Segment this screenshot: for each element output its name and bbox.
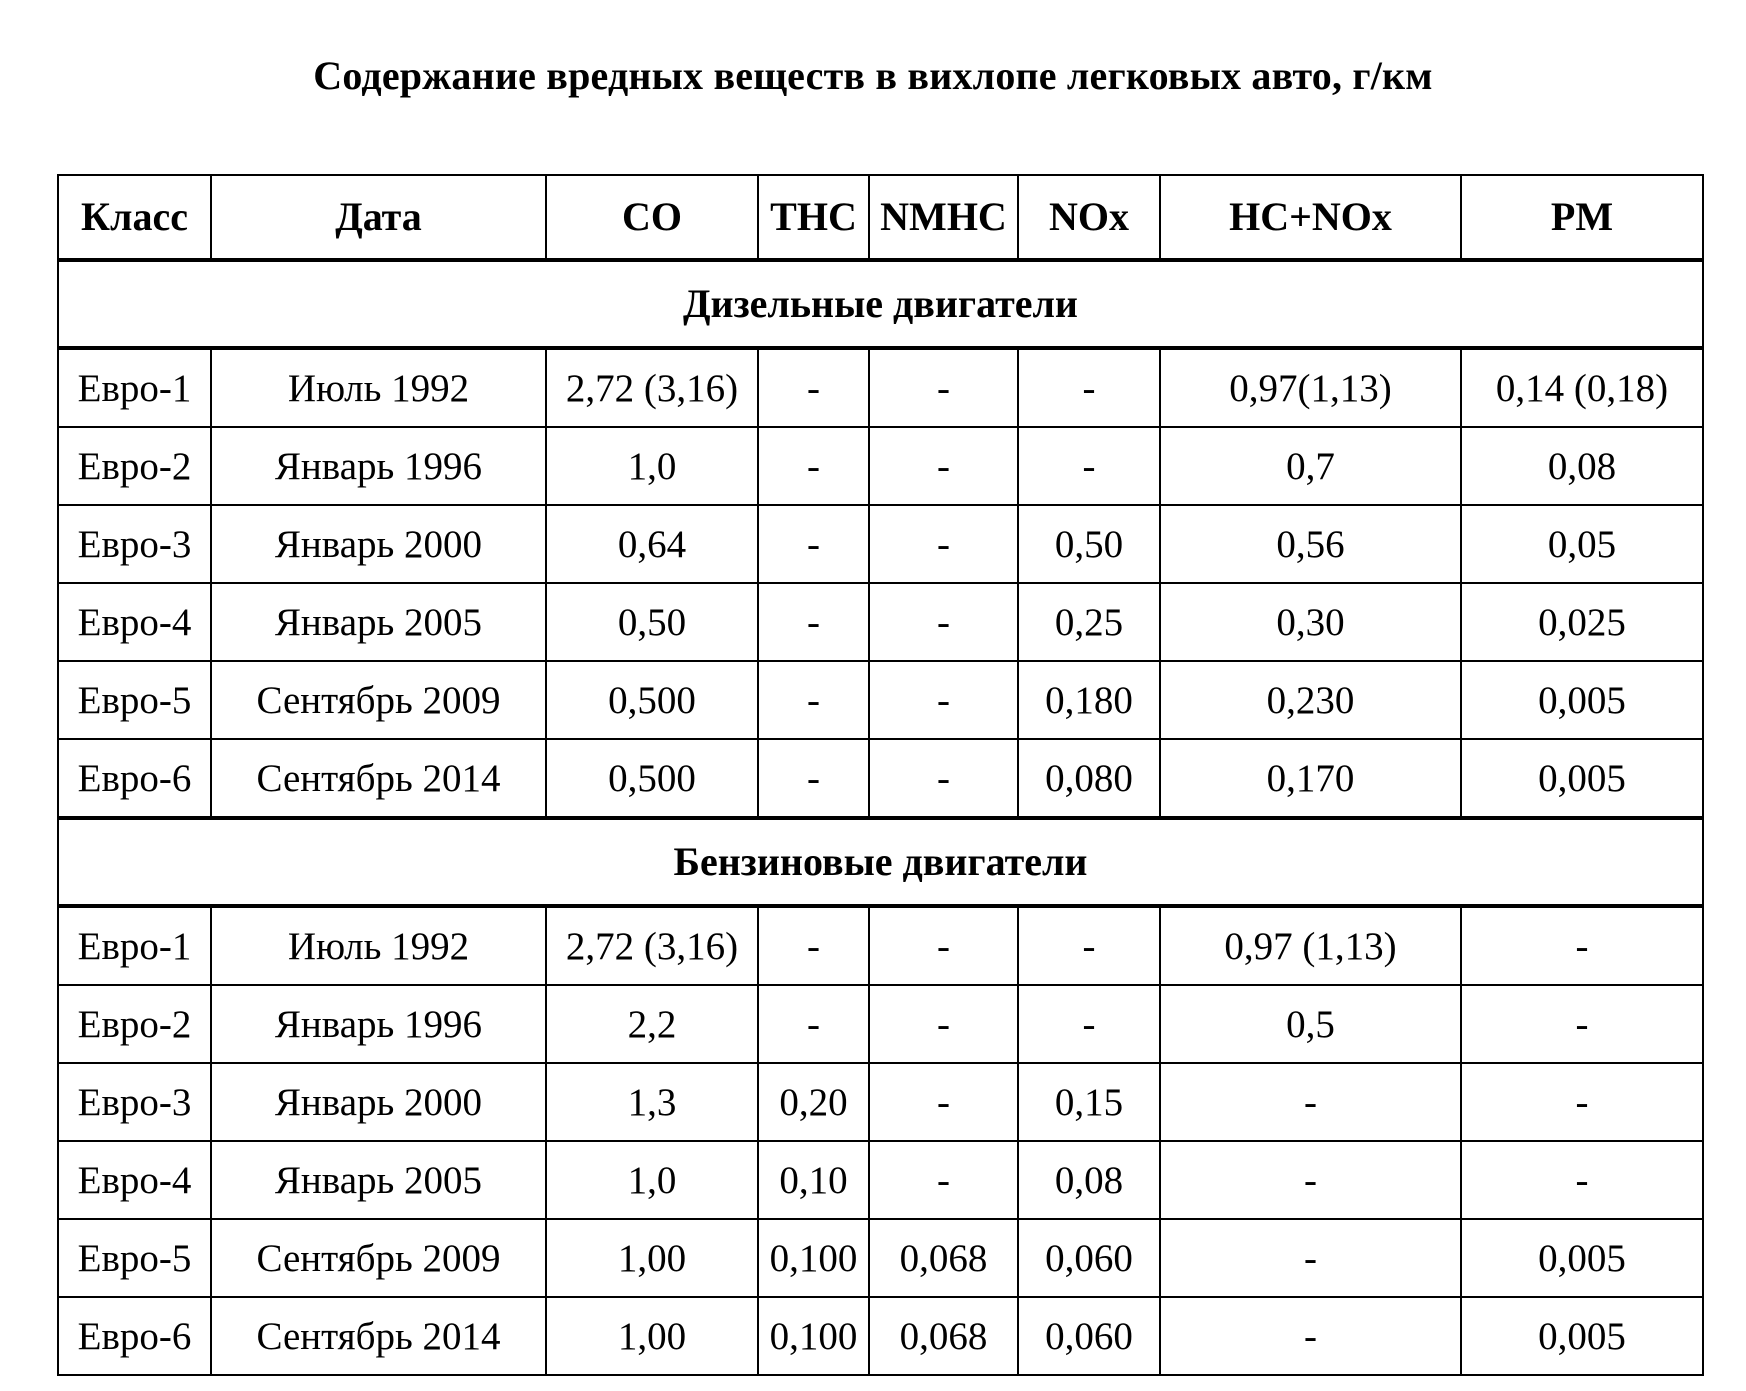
cell-nox: 0,08 [1018, 1141, 1160, 1219]
cell-class: Евро-5 [58, 661, 211, 739]
table-row [58, 906, 1703, 985]
cell-thc: - [758, 505, 869, 583]
cell-co: 2,72 (3,16) [546, 906, 758, 985]
cell-co: 1,00 [546, 1297, 758, 1375]
cell-hc_nox: 0,30 [1160, 583, 1461, 661]
cell-nox: 0,080 [1018, 739, 1160, 818]
cell-co: 0,500 [546, 739, 758, 818]
cell-pm: 0,08 [1461, 427, 1703, 505]
cell-thc: - [758, 661, 869, 739]
cell-nmhc: - [869, 985, 1018, 1063]
cell-hc_nox: - [1160, 1297, 1461, 1375]
column-header-pm: PM [1461, 175, 1703, 260]
cell-hc_nox: 0,97(1,13) [1160, 348, 1461, 427]
cell-thc: 0,100 [758, 1219, 869, 1297]
cell-hc_nox: - [1160, 1063, 1461, 1141]
cell-nmhc: - [869, 505, 1018, 583]
cell-pm: 0,05 [1461, 505, 1703, 583]
cell-thc: - [758, 427, 869, 505]
cell-nox: 0,50 [1018, 505, 1160, 583]
cell-nmhc: - [869, 427, 1018, 505]
cell-pm: 0,005 [1461, 1219, 1703, 1297]
column-header-hc_nox: HC+NOx [1160, 175, 1461, 260]
cell-date: Сентябрь 2009 [211, 1219, 546, 1297]
column-header-co: CO [546, 175, 758, 260]
cell-hc_nox: 0,170 [1160, 739, 1461, 818]
cell-thc: 0,10 [758, 1141, 869, 1219]
cell-pm: 0,005 [1461, 739, 1703, 818]
cell-nmhc: - [869, 661, 1018, 739]
cell-class: Евро-4 [58, 583, 211, 661]
cell-nox: 0,180 [1018, 661, 1160, 739]
cell-class: Евро-1 [58, 906, 211, 985]
table-row [58, 348, 1703, 427]
cell-nox: 0,25 [1018, 583, 1160, 661]
column-header-date: Дата [211, 175, 546, 260]
cell-date: Сентябрь 2014 [211, 1297, 546, 1375]
emissions-table-container [57, 174, 1702, 1376]
cell-nox: 0,060 [1018, 1219, 1160, 1297]
table-row [58, 1219, 1703, 1297]
cell-class: Евро-2 [58, 427, 211, 505]
cell-date: Январь 2005 [211, 583, 546, 661]
cell-date: Январь 2000 [211, 505, 546, 583]
cell-class: Евро-3 [58, 1063, 211, 1141]
cell-pm: 0,005 [1461, 1297, 1703, 1375]
cell-hc_nox: 0,56 [1160, 505, 1461, 583]
cell-co: 2,2 [546, 985, 758, 1063]
cell-nmhc: - [869, 348, 1018, 427]
cell-pm: 0,14 (0,18) [1461, 348, 1703, 427]
column-header-class: Класс [58, 175, 211, 260]
cell-nox: 0,15 [1018, 1063, 1160, 1141]
cell-date: Июль 1992 [211, 348, 546, 427]
cell-class: Евро-6 [58, 739, 211, 818]
cell-thc: - [758, 583, 869, 661]
cell-pm: - [1461, 906, 1703, 985]
cell-pm: - [1461, 985, 1703, 1063]
cell-nmhc: - [869, 739, 1018, 818]
section-heading-row [58, 260, 1703, 348]
table-row [58, 661, 1703, 739]
cell-hc_nox: 0,7 [1160, 427, 1461, 505]
cell-co: 1,0 [546, 427, 758, 505]
cell-date: Июль 1992 [211, 906, 546, 985]
cell-nmhc: - [869, 1063, 1018, 1141]
cell-nmhc: 0,068 [869, 1219, 1018, 1297]
column-header-nox: NOx [1018, 175, 1160, 260]
cell-co: 1,0 [546, 1141, 758, 1219]
table-row [58, 505, 1703, 583]
table-row [58, 739, 1703, 818]
cell-nox: - [1018, 985, 1160, 1063]
column-header-nmhc: NMHC [869, 175, 1018, 260]
cell-nox: - [1018, 427, 1160, 505]
table-row [58, 1141, 1703, 1219]
header-row [58, 175, 1703, 260]
cell-class: Евро-4 [58, 1141, 211, 1219]
cell-co: 2,72 (3,16) [546, 348, 758, 427]
page-title: Содержание вредных веществ в вихлопе легковых авто, г/км [313, 53, 1433, 98]
table-row [58, 1297, 1703, 1375]
cell-co: 1,00 [546, 1219, 758, 1297]
cell-co: 1,3 [546, 1063, 758, 1141]
table-row [58, 1063, 1703, 1141]
cell-nmhc: - [869, 583, 1018, 661]
cell-thc: - [758, 906, 869, 985]
cell-thc: - [758, 739, 869, 818]
cell-pm: - [1461, 1141, 1703, 1219]
cell-nmhc: 0,068 [869, 1297, 1018, 1375]
cell-class: Евро-3 [58, 505, 211, 583]
table-row [58, 427, 1703, 505]
cell-date: Январь 1996 [211, 427, 546, 505]
cell-pm: 0,005 [1461, 661, 1703, 739]
cell-pm: - [1461, 1063, 1703, 1141]
cell-class: Евро-6 [58, 1297, 211, 1375]
cell-date: Сентябрь 2014 [211, 739, 546, 818]
cell-nmhc: - [869, 1141, 1018, 1219]
cell-hc_nox: 0,230 [1160, 661, 1461, 739]
cell-nox: - [1018, 348, 1160, 427]
cell-nmhc: - [869, 906, 1018, 985]
column-header-thc: THC [758, 175, 869, 260]
cell-hc_nox: - [1160, 1219, 1461, 1297]
cell-co: 0,50 [546, 583, 758, 661]
table-body [58, 260, 1703, 1375]
cell-thc: 0,100 [758, 1297, 869, 1375]
cell-date: Январь 2000 [211, 1063, 546, 1141]
cell-date: Январь 2005 [211, 1141, 546, 1219]
table-row [58, 985, 1703, 1063]
emissions-table [57, 174, 1704, 1376]
cell-thc: - [758, 348, 869, 427]
cell-hc_nox: - [1160, 1141, 1461, 1219]
cell-thc: 0,20 [758, 1063, 869, 1141]
section-heading: Бензиновые двигатели [58, 818, 1703, 906]
section-heading: Дизельные двигатели [58, 260, 1703, 348]
section-heading-row [58, 818, 1703, 906]
cell-class: Евро-1 [58, 348, 211, 427]
cell-nox: - [1018, 906, 1160, 985]
cell-date: Январь 1996 [211, 985, 546, 1063]
cell-hc_nox: 0,5 [1160, 985, 1461, 1063]
cell-co: 0,64 [546, 505, 758, 583]
table-header [58, 175, 1703, 260]
cell-date: Сентябрь 2009 [211, 661, 546, 739]
cell-class: Евро-5 [58, 1219, 211, 1297]
cell-class: Евро-2 [58, 985, 211, 1063]
cell-co: 0,500 [546, 661, 758, 739]
cell-thc: - [758, 985, 869, 1063]
table-row [58, 583, 1703, 661]
cell-hc_nox: 0,97 (1,13) [1160, 906, 1461, 985]
cell-nox: 0,060 [1018, 1297, 1160, 1375]
cell-pm: 0,025 [1461, 583, 1703, 661]
